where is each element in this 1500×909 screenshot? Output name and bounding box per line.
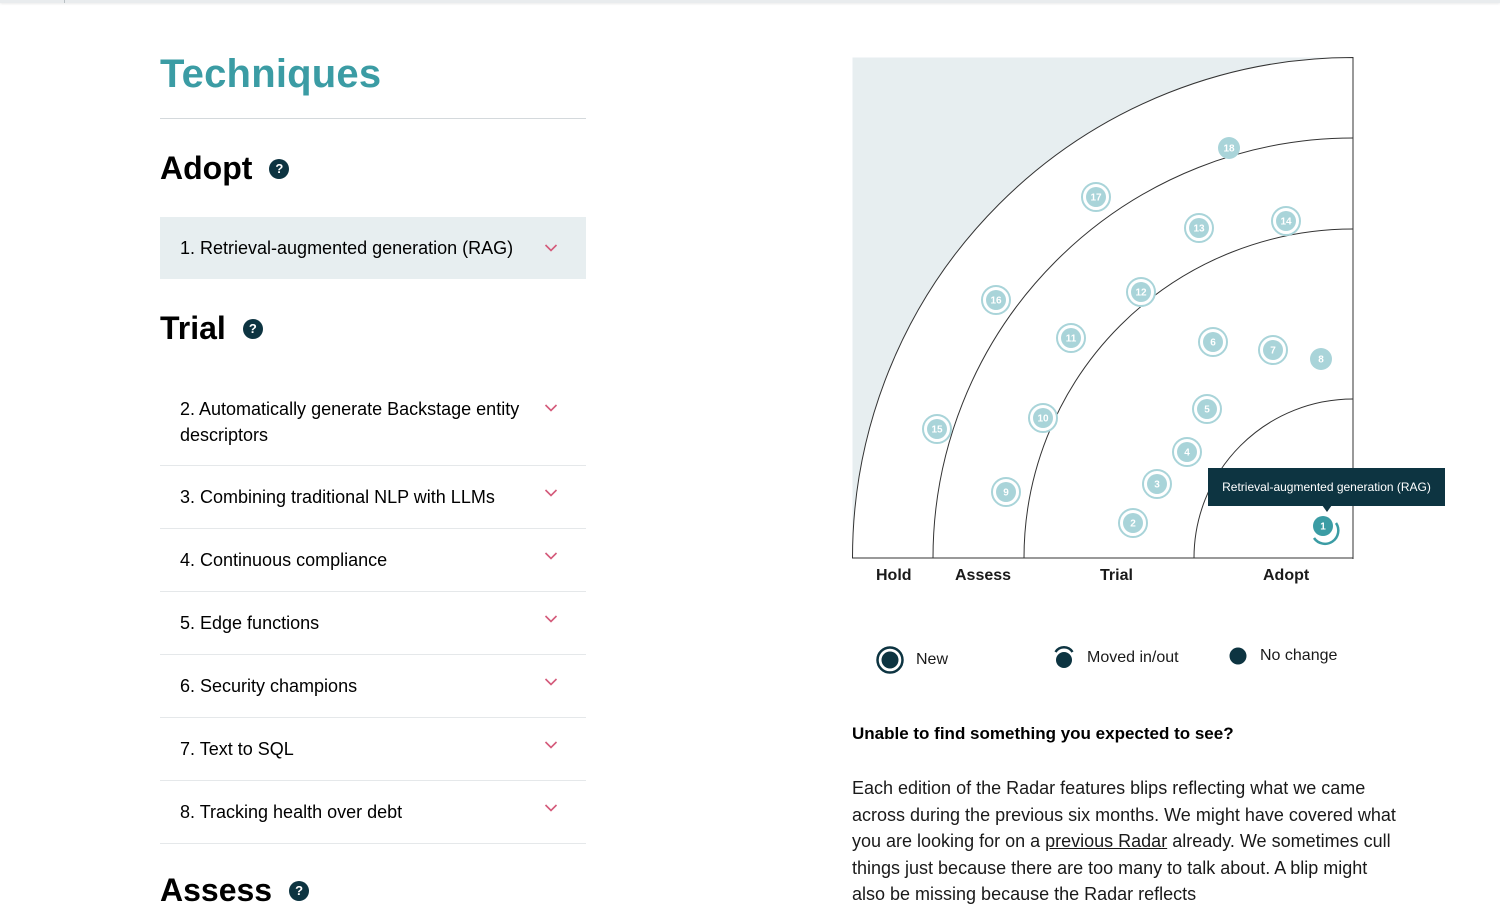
blip-6[interactable]: [1199, 328, 1227, 356]
chevron-down-icon: [544, 803, 558, 813]
ring-heading-assess-label: Assess: [160, 872, 273, 908]
radar-label-trial: Trial: [1100, 567, 1133, 584]
chevron-down-icon: [544, 551, 558, 561]
blip-item-8[interactable]: [160, 781, 586, 844]
blip-item-label: 5. Edge functions: [180, 612, 320, 633]
blip-item-6[interactable]: [160, 655, 586, 718]
blip-14[interactable]: [1272, 207, 1300, 235]
tooltip-arrow: [1322, 505, 1332, 512]
no-change-blip-icon: [1228, 646, 1248, 666]
blip-number: 8: [1318, 354, 1324, 366]
legend-new-label: New: [916, 651, 949, 668]
blip-number: 2: [1130, 518, 1136, 530]
blip-3[interactable]: [1143, 470, 1171, 498]
blip-number: 14: [1280, 216, 1292, 228]
blip-13[interactable]: [1185, 214, 1213, 242]
chevron-down-icon: [544, 403, 558, 413]
blip-number: 3: [1154, 479, 1160, 491]
blip-8[interactable]: [1310, 348, 1332, 370]
moved-blip-icon: [1053, 646, 1075, 670]
blip-item-4[interactable]: [160, 529, 586, 592]
top-bar-tick: [64, 0, 65, 3]
blip-number: 13: [1193, 223, 1205, 235]
previous-radar-link[interactable]: previous Radar: [1045, 831, 1168, 851]
blip-10[interactable]: [1029, 404, 1057, 432]
blip-number: 9: [1003, 487, 1009, 499]
blip-15[interactable]: [923, 415, 951, 443]
ring-heading-trial-label: Trial: [160, 310, 226, 346]
missing-blip-heading: Unable to find something you expected to see?: [852, 724, 1234, 743]
blip-16[interactable]: [982, 286, 1010, 314]
blip-item-1[interactable]: [160, 217, 586, 279]
blip-item-label: 4. Continuous compliance: [180, 549, 388, 570]
blip-item-label: 2. Automatically generate Backstage entity descriptors: [180, 398, 520, 445]
radar-label-adopt: Adopt: [1263, 567, 1310, 584]
blip-item-2[interactable]: [160, 379, 586, 466]
blip-number: 6: [1210, 337, 1216, 349]
blip-item-label: 6. Security champions: [180, 675, 358, 696]
legend-new: [876, 646, 948, 674]
blip-11[interactable]: [1057, 324, 1085, 352]
page-title: Techniques: [160, 52, 382, 96]
blip-number: 18: [1223, 143, 1235, 155]
ring-heading-adopt-label: Adopt: [160, 150, 253, 186]
legend-moved-label: Moved in/out: [1087, 649, 1179, 666]
blip-12[interactable]: [1127, 278, 1155, 306]
radar-label-assess: Assess: [955, 567, 1012, 584]
missing-blip-text: [852, 775, 1402, 908]
blip-number: 16: [990, 295, 1002, 307]
blip-item-label: 8. Tracking health over debt: [180, 801, 403, 822]
blip-number: 15: [931, 424, 943, 436]
legend-no-change: [1228, 646, 1337, 666]
chevron-down-icon: [544, 488, 558, 498]
blip-2[interactable]: [1119, 509, 1147, 537]
blip-item-3[interactable]: [160, 466, 586, 529]
blip-5[interactable]: [1193, 395, 1221, 423]
blip-18[interactable]: [1218, 137, 1240, 159]
chevron-down-icon: [544, 614, 558, 624]
blip-number: 5: [1204, 404, 1210, 416]
ring-heading-adopt: [160, 150, 289, 187]
blip-number: 10: [1037, 413, 1049, 425]
blip-item-label: 7. Text to SQL: [180, 738, 294, 759]
browser-top-bar: [0, 0, 1500, 3]
blip-number: 12: [1135, 287, 1147, 299]
blip-7[interactable]: [1259, 336, 1287, 364]
chevron-down-icon: [544, 740, 558, 750]
ring-heading-trial: [160, 310, 263, 347]
help-text-part-1: Each edition of the Radar features blips reflecting what we came across during the previous six months. We might have covered what you are looking for on a: [852, 778, 1396, 851]
help-icon[interactable]: ?: [243, 319, 263, 339]
blip-item-label: 1. Retrieval-augmented generation (RAG): [180, 237, 514, 258]
blip-tooltip: Retrieval-augmented generation (RAG): [1208, 468, 1445, 506]
title-divider: [160, 118, 586, 119]
help-text-part-2: already. We sometimes cull things just because there are too many to talk about. A blip might also be missing because the Radar reflects: [852, 831, 1391, 904]
ring-heading-assess: [160, 872, 309, 909]
help-icon[interactable]: ?: [269, 159, 289, 179]
chevron-down-icon: [544, 677, 558, 687]
help-icon[interactable]: ?: [289, 881, 309, 901]
blip-4[interactable]: [1173, 438, 1201, 466]
new-blip-icon: [876, 646, 904, 674]
blip-item-5[interactable]: [160, 592, 586, 655]
legend-moved: [1053, 646, 1179, 670]
blip-number: 11: [1065, 333, 1077, 345]
blip-number: 4: [1184, 447, 1190, 459]
legend-no-change-label: No change: [1260, 647, 1338, 664]
blip-item-7[interactable]: [160, 718, 586, 781]
blip-17[interactable]: [1082, 183, 1110, 211]
blip-9[interactable]: [992, 478, 1020, 506]
blip-number: 1: [1320, 521, 1326, 533]
blip-item-label: 3. Combining traditional NLP with LLMs: [180, 486, 495, 507]
blip-number: 17: [1090, 192, 1102, 204]
chevron-down-icon: [544, 243, 558, 253]
radar-label-hold: Hold: [876, 567, 912, 584]
blip-number: 7: [1270, 345, 1276, 357]
